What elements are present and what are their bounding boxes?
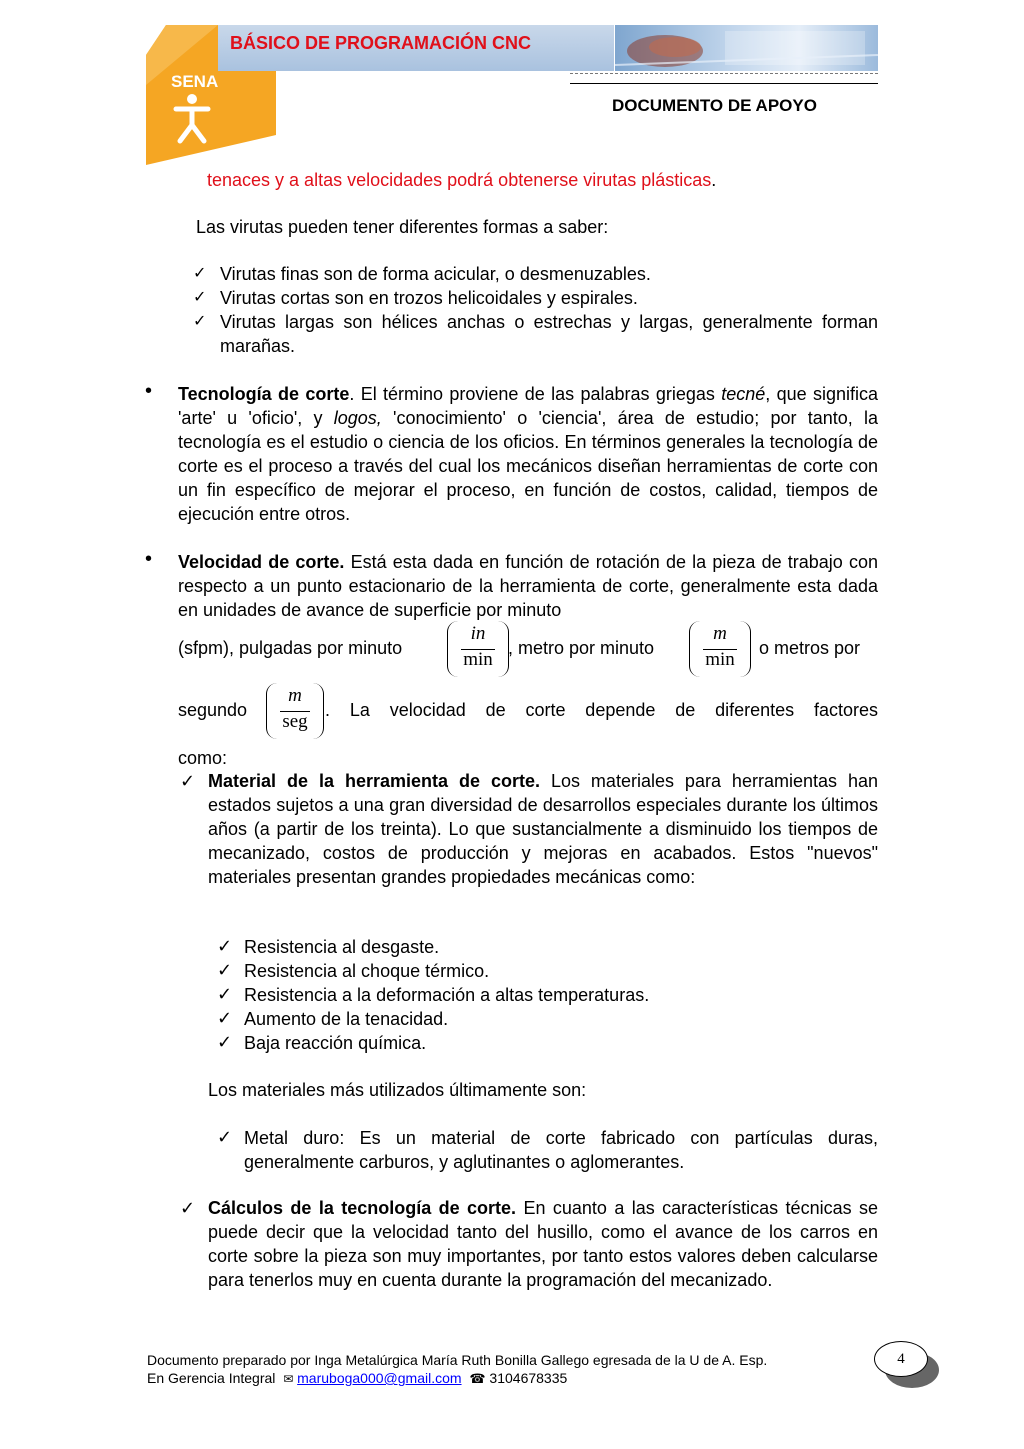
fraction-m-min [689,621,751,677]
check-icon: ✓ [217,960,233,981]
header-photo [615,25,878,71]
fraction-in-min [447,621,509,677]
calculos-paragraph [208,1196,878,1292]
text: En cuanto a las características técnicas se puede decir que la velocidad tanto del husillo, como el avance de los carros en corte sobre la pieza son muy importantes, por tanto estos valores deben calcularse para tenerlos muy en cuenta durante la programación del mecanizado. [208,1198,878,1290]
red-text: tenaces y a altas velocidades podrá obtenerse virutas plásticas [207,170,712,190]
used-item: Metal duro: Es un material de corte fabricado con partículas duras, generalmente carburos, y aglutinantes o aglomerantes. [244,1128,878,1172]
text: , que significa 'arte' u 'oficio', y [178,384,878,428]
term: Material de la herramienta de corte. [208,771,540,791]
form-item: Virutas cortas son en trozos helicoidales y espirales. [220,288,638,308]
italic-word: logos, [333,408,382,428]
fraction-num: m [713,623,727,644]
check-icon: ✓ [217,984,233,1005]
check-icon: ✓ [180,771,196,792]
used-intro: Los materiales más utilizados últimamente son: [208,1080,587,1100]
email-link[interactable]: maruboga000@gmail.com [297,1370,462,1386]
logo-text: SENA [171,72,219,91]
property-item: Resistencia al choque térmico. [244,961,490,981]
header-divider-solid [570,83,878,84]
velocidad-line3-b: . La velocidad de corte depende de diferentes factores [325,700,878,720]
footer-line1: Documento preparado por Inga Metalúrgica María Ruth Bonilla Gallego egresada de la U de A. Esp. [147,1352,768,1368]
fraction-den: min [463,649,493,670]
check-icon: ✓ [217,1008,233,1029]
property-item: Resistencia al desgaste. [244,937,440,957]
property-item: Aumento de la tenacidad. [244,1009,449,1029]
check-icon: ✓ [217,1032,233,1053]
footer-line2 [147,1369,767,1389]
text: Está esta dada en función de rotación de la pieza de trabajo con respecto a un punto estacionario de la herramienta de corte, generalmente esta dada en unidades de avance de superficie por minuto [178,552,878,620]
material-paragraph [208,769,878,889]
text: Los materiales para herramientas han estados sujetos a una gran diversidad de desarrollos especiales durante los últimos años (a partir de los treinta). Lo que sustancialmente a disminuido los tiempos de mecanizado, costos de producción y mejoras en acabados. Estos "nuevos" materiales presentan grandes propiedades mecánicas como: [208,771,878,887]
check-icon: ✓ [217,1127,233,1148]
velocidad-paragraph [178,550,878,622]
phone-icon: ☎ [469,1372,486,1387]
term: Tecnología de corte [178,384,350,404]
fraction-m-seg [266,683,324,739]
velocidad-line-a: (sfpm), pulgadas por minuto [178,638,403,658]
intro-continuation [207,168,716,192]
footer [147,1351,767,1389]
footer-text: En Gerencia Integral [147,1370,276,1386]
mail-icon: ✉ [283,1372,294,1386]
velocidad-line4: como: [178,748,228,768]
check-icon: ✓ [193,263,207,282]
fraction-num: in [470,623,486,644]
form-item: Virutas largas son hélices anchas o estrechas y largas, generalmente forman marañas. [220,312,878,356]
document-title: BÁSICO DE PROGRAMACIÓN CNC [230,33,532,53]
bullet-icon: • [145,548,153,570]
term: Velocidad de corte. [178,552,345,572]
term: Cálculos de la tecnología de corte. [208,1198,517,1218]
period: . [711,170,717,190]
fraction-den: seg [282,711,308,732]
text: . El término proviene de las palabras griegas [349,384,722,404]
tecnologia-paragraph [178,382,878,526]
forms-intro: Las virutas pueden tener diferentes formas a saber: [196,217,609,237]
italic-word: tecné [721,384,766,404]
velocidad-line-b: , metro por minuto [508,638,655,658]
document-subtitle: DOCUMENTO DE APOYO [612,96,817,115]
fraction-den: min [705,649,735,670]
page-number: 4 [874,1341,928,1377]
bullet-icon: • [145,380,153,402]
text: 'conocimiento' o 'ciencia', área de estudio; por tanto, la tecnología es el estudio o ciencia de los oficios. En términos generales la tecnología de corte es el proceso a través del cual los mecánicos diseñan herramientas de corte con un fin específico de mejorar el proceso, en función de costos, calidad, tiempos de ejecución entre otros. [178,408,878,524]
phone-number: 3104678335 [489,1370,568,1386]
check-icon: ✓ [217,936,233,957]
fraction-num: m [288,685,302,706]
header-divider [570,73,878,88]
property-item: Resistencia a la deformación a altas temperaturas. [244,985,650,1005]
velocidad-line3-a: segundo [178,700,248,720]
check-icon: ✓ [180,1198,196,1219]
check-icon: ✓ [193,287,207,306]
velocidad-line-c: o metros por [759,638,861,658]
check-icon: ✓ [193,311,207,330]
property-item: Baja reacción química. [244,1033,427,1053]
form-item: Virutas finas son de forma acicular, o desmenuzables. [220,264,651,284]
